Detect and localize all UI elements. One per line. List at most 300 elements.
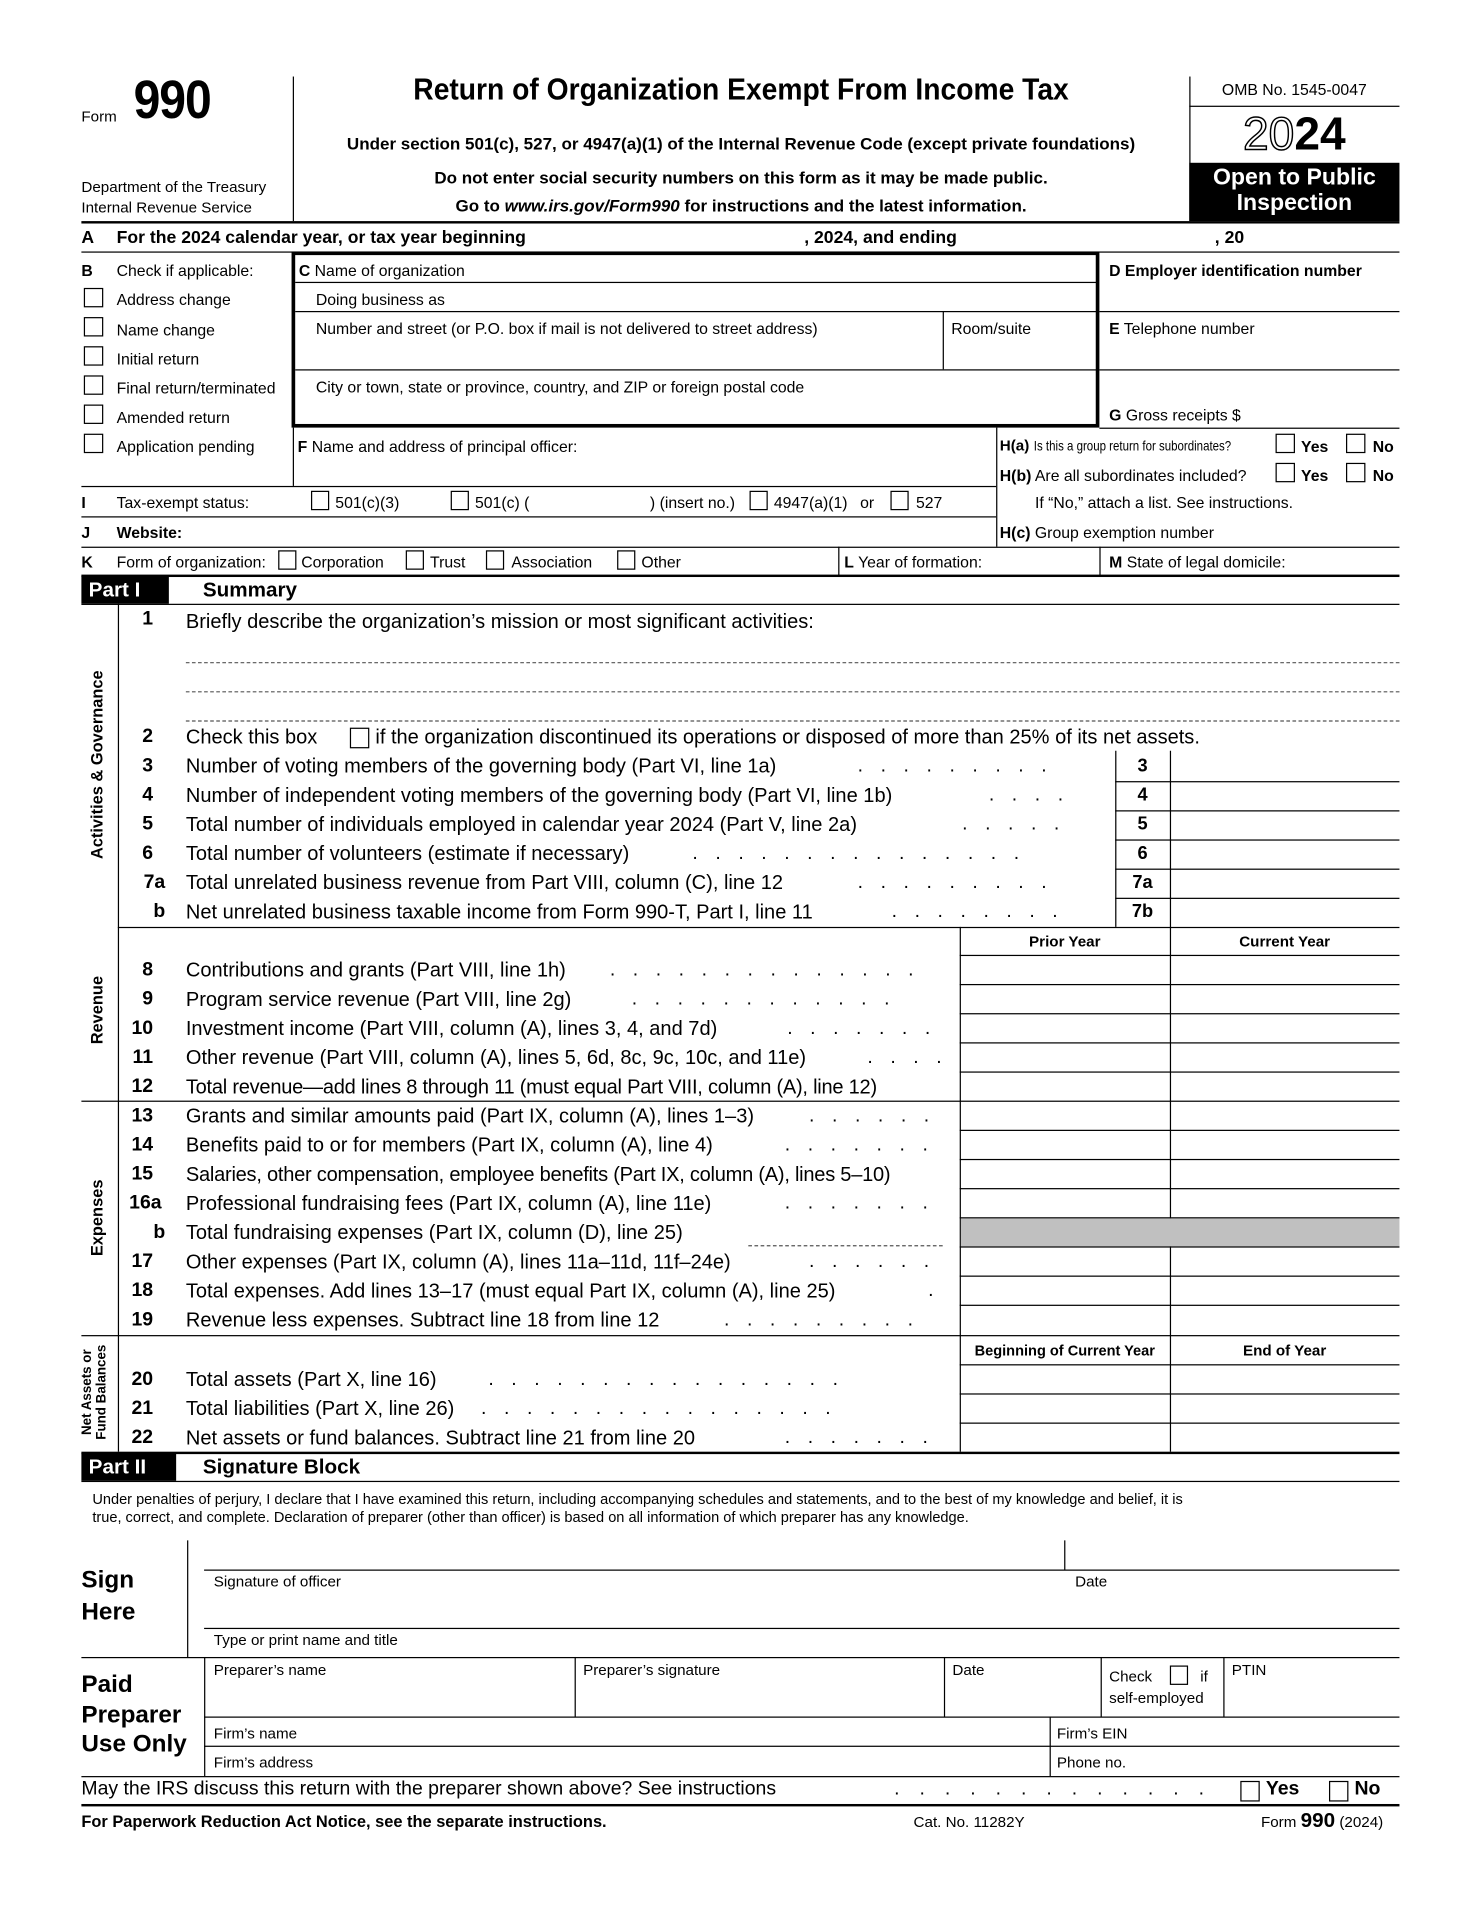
sign-here-label (81, 1565, 135, 1628)
hc-text: Group exemption number (1034, 523, 1214, 542)
print-name-title-label: Type or print name and title (213, 1631, 398, 1649)
line-number: 10 (131, 1018, 154, 1039)
line-number: 20 (131, 1369, 154, 1390)
here-label: Here (81, 1598, 136, 1626)
gross-receipts-label-text: Gross receipts $ (1125, 405, 1241, 424)
hb-yes-label: Yes (1301, 466, 1329, 485)
part2-header-rule (81, 1481, 1399, 1482)
row-a-end: , 20 (1214, 228, 1245, 248)
net-rule-21 (960, 1423, 1400, 1424)
leader-dots: . . . . . . (809, 1251, 936, 1272)
check-label: Check (1109, 1667, 1153, 1685)
form-footer-id (1261, 1809, 1383, 1833)
leader-dots: . . . . (988, 784, 1070, 806)
gross-receipts-input[interactable] (1257, 401, 1397, 425)
footer-form-year: (2024) (1339, 1813, 1384, 1831)
line-number: 11 (132, 1047, 154, 1068)
final-return-label: Final return/terminated (116, 379, 276, 398)
address-change-label: Address change (116, 290, 231, 309)
principal-officer-input[interactable] (298, 457, 990, 484)
rev-rule-11 (960, 1071, 1400, 1072)
f-bottom-rule (81, 486, 996, 487)
line-text: Number of voting members of the governing body (Part VI, line 1a) (185, 755, 777, 778)
initial-return-checkbox[interactable] (84, 346, 103, 365)
tax-exempt-label: Tax-exempt status: (116, 493, 250, 512)
line-text: Total fundraising expenses (Part IX, column (D), line 25) (185, 1222, 683, 1244)
street-label: Number and street (or P.O. box if mail is not delivered to street address) (315, 319, 818, 338)
line-text: Professional fundraising fees (Part IX, column (A), line 11e) (185, 1192, 712, 1215)
firm-ein-field[interactable] (1142, 1719, 1397, 1745)
line15-current[interactable] (1172, 1161, 1398, 1188)
line-number: 6 (142, 843, 154, 864)
col-current-year: Current Year (1239, 932, 1331, 950)
address-change-checkbox[interactable] (84, 288, 103, 307)
street-input[interactable] (299, 340, 937, 367)
leader-dots: . . . . . . . . . . . . . . . . (481, 1398, 837, 1419)
other-label: Other (641, 552, 681, 571)
col-beginning-year: Beginning of Current Year (974, 1342, 1155, 1360)
line4-value[interactable] (1172, 782, 1398, 810)
year-formation-label (844, 553, 982, 571)
ha-no-checkbox[interactable] (1346, 434, 1365, 453)
state-domicile-label (1109, 553, 1285, 571)
line11-current[interactable] (1172, 1045, 1398, 1072)
line-text: Program service revenue (Part VIII, line 2g) (185, 988, 572, 1011)
ha-yes-checkbox[interactable] (1276, 434, 1295, 453)
preparer-date-field[interactable] (948, 1682, 1096, 1711)
line3-value[interactable] (1172, 752, 1398, 780)
room-suite-label: Room/suite (951, 319, 1032, 338)
line9-prior[interactable] (962, 986, 1169, 1013)
section-f-letter: F (297, 437, 308, 456)
line18-current[interactable] (1172, 1278, 1398, 1305)
e-rule (1099, 369, 1399, 370)
line5-value[interactable] (1172, 811, 1398, 839)
association-checkbox[interactable] (486, 550, 504, 569)
line16b-entry-line[interactable] (748, 1245, 942, 1246)
line-text: Contributions and grants (Part VIII, line 1h) (185, 959, 566, 982)
tax-year-end-input[interactable] (978, 225, 1209, 249)
row-a-mid: , 2024, and ending (804, 228, 957, 248)
exp-rule-16b (960, 1246, 1400, 1247)
row-a-text: For the 2024 calendar year, or tax year beginning (116, 228, 526, 248)
group-exemption-input[interactable] (1239, 519, 1397, 545)
leader-dots: . . . . . . . . . (857, 755, 1053, 777)
exp-rule-18 (960, 1305, 1400, 1306)
section-c-letter: C (298, 261, 311, 280)
hb-question (1000, 466, 1247, 484)
line-number: 13 (131, 1105, 154, 1127)
line-number: 15 (131, 1163, 154, 1185)
dba-input[interactable] (462, 284, 1094, 308)
box-label: 5 (1137, 813, 1148, 835)
d-rule (1099, 311, 1399, 312)
ssn-notice: Do not enter social security numbers on this form as it may be made public. (434, 167, 1048, 188)
irs-discuss-question: May the IRS discuss this return with the preparer shown above? See instructions (81, 1778, 777, 1800)
section-l-letter: L (844, 552, 854, 571)
c-rule-2 (295, 311, 1097, 312)
hb-yes-checkbox[interactable] (1276, 463, 1295, 482)
part2-title: Signature Block (202, 1455, 361, 1479)
notice-prefix: Go to (455, 195, 505, 216)
city-input[interactable] (299, 398, 1095, 422)
firm-address-field[interactable] (316, 1748, 1045, 1774)
leader-dots: . . . . . . . (784, 1134, 934, 1156)
ein-input[interactable] (1105, 282, 1397, 309)
discuss-no-label: No (1354, 1778, 1381, 1800)
line21-begin[interactable] (962, 1396, 1169, 1423)
hb-note: If “No,” attach a list. See instructions. (1035, 493, 1294, 512)
prep-sig-divider (575, 1657, 576, 1717)
line-text: Total expenses. Add lines 13–17 (must equal Part IX, column (A), line 25) (185, 1280, 836, 1303)
prep-date-divider (944, 1657, 945, 1717)
principal-officer-label-text: Name and address of principal officer: (311, 437, 578, 456)
tax-year-begin-input[interactable] (571, 225, 802, 249)
line-number: 7a (143, 872, 166, 893)
discuss-leader-dots: . . . . . . . . . . . . . (894, 1778, 1212, 1800)
state-domicile-input[interactable] (1306, 548, 1397, 574)
j-rule (81, 547, 1399, 548)
line-number: 14 (131, 1134, 154, 1156)
net-hdr-rule (960, 1364, 1400, 1365)
preparer-name-field[interactable] (209, 1682, 571, 1711)
gov-bottom-rule (118, 927, 1400, 928)
form-title: Return of Organization Exempt From Income Tax (413, 72, 1069, 107)
tax-year-end-year-input[interactable] (1251, 225, 1385, 249)
form-number: 990 (133, 70, 211, 130)
firm-name-label: Firm’s name (213, 1725, 298, 1743)
h-left-border (996, 428, 997, 547)
line16a-prior[interactable] (962, 1191, 1169, 1218)
l-divider (838, 547, 839, 576)
section-i-letter: I (81, 493, 86, 512)
declaration-line2: true, correct, and complete. Declaration of preparer (other than officer) is based on all information of which preparer has any knowledge. (92, 1508, 969, 1526)
gross-receipts-label (1109, 406, 1241, 424)
line21-end[interactable] (1172, 1396, 1398, 1423)
year-formation-input[interactable] (1002, 548, 1097, 574)
527-checkbox[interactable] (890, 491, 908, 510)
mission-line-1[interactable] (186, 662, 1400, 663)
state-domicile-label-text: State of legal domicile: (1126, 552, 1286, 571)
line10-prior[interactable] (962, 1016, 1169, 1043)
line7a-value[interactable] (1172, 870, 1398, 898)
line13-current[interactable] (1172, 1103, 1398, 1130)
line14-current[interactable] (1172, 1132, 1398, 1159)
dept-treasury: Department of the Treasury (81, 178, 267, 196)
room-divider (943, 311, 944, 369)
side-label-activities: Activities & Governance (88, 670, 107, 860)
leader-dots: . . . . . . . . . . . . . . . . (488, 1369, 845, 1390)
line6-value[interactable] (1172, 841, 1398, 869)
check-if-label: if (1200, 1667, 1208, 1685)
501c3-label: 501(c)(3) (335, 493, 400, 512)
preparer-name-label: Preparer’s name (213, 1661, 327, 1679)
hb-no-checkbox[interactable] (1346, 463, 1365, 482)
box-label: 6 (1137, 843, 1148, 864)
exp-rule-13 (960, 1130, 1400, 1131)
firm-name-field[interactable] (304, 1719, 1045, 1745)
501c-checkbox[interactable] (451, 491, 469, 510)
website-label: Website: (116, 523, 183, 542)
line-text: Total number of volunteers (estimate if necessary) (185, 843, 630, 865)
revenue-bottom-rule (81, 1101, 1399, 1102)
mission-line-2[interactable] (186, 691, 1400, 692)
part2-tag: Part II (81, 1453, 176, 1481)
discuss-yes-checkbox[interactable] (1240, 1781, 1259, 1802)
501c3-checkbox[interactable] (311, 491, 329, 510)
line22-end[interactable] (1172, 1425, 1398, 1452)
leader-dots: . . . . . . . (784, 1427, 934, 1449)
line19-current[interactable] (1172, 1307, 1398, 1334)
line11-prior[interactable] (962, 1045, 1169, 1072)
line-number: 5 (142, 813, 154, 835)
telephone-label (1109, 319, 1254, 337)
line-text: Other revenue (Part VIII, column (A), lines 5, 6d, 8c, 9c, 10c, and 11e) (185, 1047, 807, 1070)
signature-of-officer-label: Signature of officer (213, 1573, 341, 1591)
preparer-label: Preparer (81, 1701, 182, 1729)
preparer-signature-field[interactable] (578, 1682, 940, 1711)
paperwork-notice: For Paperwork Reduction Act Notice, see the separate instructions. (81, 1812, 607, 1831)
part1-header-rule (81, 604, 1399, 605)
hb-tag: H(b) (999, 466, 1032, 485)
c-rule-1 (295, 282, 1097, 283)
other-checkbox[interactable] (617, 550, 635, 569)
side-net-1: Net Assets or (80, 1349, 95, 1436)
501c-label: 501(c) ( (474, 493, 530, 512)
line-number: b (153, 1222, 166, 1243)
line-text: Total revenue—add lines 8 through 11 (must equal Part VIII, column (A), line 12) (185, 1076, 877, 1099)
line17-current[interactable] (1172, 1249, 1398, 1276)
m-divider (1099, 547, 1100, 576)
exp-rule-17 (960, 1276, 1400, 1277)
line13-prior[interactable] (962, 1103, 1169, 1130)
initial-return-label: Initial return (116, 349, 200, 369)
leader-dots: . . . . . . . . . . . . (631, 988, 896, 1010)
discuss-no-checkbox[interactable] (1329, 1781, 1348, 1802)
section-e-letter: E (1109, 319, 1120, 338)
line2-number: 2 (142, 726, 154, 748)
trust-label: Trust (430, 552, 466, 571)
line16b-shaded-cells (961, 1218, 1400, 1246)
side-label-revenue: Revenue (88, 975, 107, 1045)
line-number: 17 (131, 1251, 154, 1272)
paid-bottom-rule (81, 1776, 1399, 1777)
name-change-label: Name change (116, 320, 215, 339)
section-k-letter: K (81, 552, 93, 571)
officer-name-title-field[interactable] (204, 1599, 1397, 1626)
discontinued-checkbox[interactable] (350, 728, 369, 749)
sign-date-label: Date (1075, 1573, 1108, 1591)
hc-label (1000, 524, 1214, 542)
line15-prior[interactable] (962, 1161, 1169, 1188)
telephone-input[interactable] (1105, 340, 1397, 367)
line-text: Salaries, other compensation, employee benefits (Part IX, column (A), lines 5–10) (185, 1163, 891, 1186)
line-number: 18 (131, 1280, 154, 1302)
line9-current[interactable] (1172, 986, 1398, 1013)
line20-end[interactable] (1172, 1367, 1398, 1394)
inspection-line1: Open to Public (1212, 165, 1376, 191)
section-g-letter: G (1109, 405, 1122, 424)
leader-dots: . . . . . . (809, 1105, 936, 1127)
preparer-date-label: Date (952, 1661, 985, 1679)
row-a-letter: A (81, 228, 95, 248)
final-return-checkbox[interactable] (84, 375, 103, 394)
footer-form-label: Form (1260, 1813, 1297, 1831)
section-b-letter: B (81, 261, 93, 280)
box-label: 7b (1131, 901, 1154, 923)
irs-link[interactable]: www.irs.gov/Form990 (504, 195, 680, 216)
hc-tag: H(c) (999, 523, 1031, 542)
notice-suffix: for instructions and the latest information. (679, 195, 1027, 216)
section-d-letter: D (1109, 261, 1121, 280)
leader-dots: . (928, 1280, 934, 1302)
501c-insert-no-input[interactable] (541, 490, 644, 512)
self-employed-checkbox[interactable] (1170, 1665, 1188, 1684)
principal-officer-label (298, 437, 578, 455)
line-text: Total assets (Part X, line 16) (185, 1369, 437, 1391)
line-number: 9 (142, 988, 154, 1010)
form-subtitle: Under section 501(c), 527, or 4947(a)(1) of the Internal Revenue Code (except private foundations) (346, 133, 1136, 154)
omb-number: OMB No. 1545-0047 (1221, 80, 1367, 99)
expense-bottom-rule (81, 1335, 1399, 1336)
line10-current[interactable] (1172, 1016, 1398, 1043)
line2-pre: Check this box (185, 726, 318, 749)
line-text: Total liabilities (Part X, line 26) (185, 1398, 455, 1421)
line-number: 8 (142, 959, 154, 981)
use-only-label: Use Only (81, 1731, 187, 1758)
ptin-field[interactable] (1227, 1682, 1397, 1711)
col-hdr-rule (960, 955, 1400, 956)
firm-ein-label: Firm’s EIN (1056, 1725, 1128, 1743)
leader-dots: . . . . . . . . . . . . . . (609, 959, 920, 981)
name-change-checkbox[interactable] (84, 317, 103, 336)
section-m-letter: M (1109, 552, 1123, 571)
telephone-label-text: Telephone number (1123, 319, 1255, 338)
year-formation-label-text: Year of formation: (858, 552, 983, 571)
declaration-line1: Under penalties of perjury, I declare that I have examined this return, including accompanying schedules and statements, and to the best of my knowledge and belief, it is (92, 1490, 1183, 1508)
line1-number: 1 (142, 608, 154, 630)
col-prior-year: Prior Year (1029, 932, 1101, 950)
section-b-heading: Check if applicable: (116, 261, 254, 280)
mission-line-3[interactable] (186, 720, 1400, 721)
rev-rule-8 (960, 984, 1400, 985)
corporation-checkbox[interactable] (278, 550, 296, 569)
application-pending-label: Application pending (116, 437, 255, 456)
line1-text: Briefly describe the organization’s mission or most significant activities: (185, 611, 814, 633)
527-label: 527 (915, 493, 943, 512)
leader-dots: . . . . . . . . . (857, 872, 1053, 893)
trust-checkbox[interactable] (406, 550, 424, 569)
ha-question (1000, 437, 1263, 454)
line-text: Total number of individuals employed in calendar year 2024 (Part V, line 2a) (185, 813, 858, 836)
line14-prior[interactable] (962, 1132, 1169, 1159)
line20-begin[interactable] (962, 1367, 1169, 1394)
officer-signature-field[interactable] (204, 1543, 1060, 1570)
website-input[interactable] (194, 519, 990, 545)
insert-no-label: ) (insert no.) (649, 493, 736, 512)
corporation-label: Corporation (301, 552, 384, 571)
4947-checkbox[interactable] (750, 491, 768, 510)
line8-prior[interactable] (962, 957, 1169, 984)
prep-rule-2 (204, 1746, 1399, 1747)
org-name-label-text: Name of organization (314, 261, 465, 280)
discuss-bottom-rule (81, 1804, 1399, 1806)
room-suite-input[interactable] (946, 340, 1094, 367)
sign-bottom-rule (81, 1657, 1399, 1658)
line-text: Benefits paid to or for members (Part IX, column (A), line 4) (185, 1134, 713, 1157)
line16a-current[interactable] (1172, 1191, 1398, 1218)
ha-no-label: No (1372, 437, 1394, 456)
irs-label: Internal Revenue Service (81, 199, 252, 217)
side-label-expenses: Expenses (88, 1179, 107, 1257)
self-employed-label: self-employed (1109, 1689, 1204, 1707)
application-pending-checkbox[interactable] (84, 434, 103, 453)
side-net-2: Fund Balances (94, 1344, 110, 1440)
amended-return-checkbox[interactable] (84, 405, 103, 424)
hb-no-label: No (1372, 466, 1394, 485)
ha-tag: H(a) (999, 437, 1030, 455)
line-number: 21 (131, 1398, 154, 1419)
sign-date-divider (1064, 1540, 1065, 1569)
line-text: Net unrelated business taxable income from Form 990-T, Part I, line 11 (185, 901, 813, 924)
prep-check-divider (1101, 1657, 1102, 1717)
line18-prior[interactable] (962, 1278, 1169, 1305)
footer-form-number: 990 (1300, 1808, 1336, 1832)
line-number: b (153, 901, 166, 923)
line7b-value[interactable] (1172, 899, 1398, 927)
preparer-signature-label: Preparer’s signature (583, 1661, 721, 1679)
line22-begin[interactable] (962, 1425, 1169, 1452)
association-label: Association (511, 552, 593, 571)
g-rule (1099, 428, 1399, 429)
sign-rule-1 (204, 1570, 1399, 1571)
firm-address-label: Firm’s address (213, 1754, 314, 1772)
phone-field[interactable] (1142, 1748, 1397, 1774)
line12-prior[interactable] (962, 1074, 1169, 1101)
line-number: 19 (131, 1309, 154, 1331)
exp-rule-15 (960, 1188, 1400, 1189)
line-number: 16a (129, 1192, 162, 1214)
leader-dots: . . . . . . . (787, 1018, 937, 1039)
sign-date-field[interactable] (1069, 1543, 1397, 1570)
rev-rule-9 (960, 1013, 1400, 1014)
line8-current[interactable] (1172, 957, 1398, 984)
section-j-letter: J (81, 523, 91, 542)
form-label: Form (81, 108, 117, 126)
c-rule-3 (295, 369, 1097, 370)
sign-label: Sign (81, 1567, 135, 1594)
ptin-divider (1223, 1657, 1224, 1717)
ein-label-text: Employer identification number (1124, 261, 1362, 280)
tax-year (1189, 107, 1399, 163)
part1-title: Summary (202, 578, 297, 602)
prep-rule-1 (204, 1717, 1399, 1718)
dba-label: Doing business as (315, 290, 445, 309)
leader-dots: . . . . . . . (784, 1192, 934, 1214)
line-text: Investment income (Part VIII, column (A), lines 3, 4, and 7d) (185, 1018, 718, 1040)
line-text: Total unrelated business revenue from Part VIII, column (C), line 12 (185, 872, 784, 895)
f-left-border (293, 428, 294, 486)
amended-return-label: Amended return (116, 408, 230, 427)
tax-year-outline: 20 (1243, 109, 1295, 161)
4947-label: 4947(a)(1) (773, 493, 848, 512)
line-text: Net assets or fund balances. Subtract line 21 from line 20 (185, 1427, 696, 1450)
line-number: 3 (142, 755, 154, 777)
line12-current[interactable] (1172, 1074, 1398, 1101)
line19-prior[interactable] (962, 1307, 1169, 1334)
line17-prior[interactable] (962, 1249, 1169, 1276)
i-rule (81, 516, 996, 517)
